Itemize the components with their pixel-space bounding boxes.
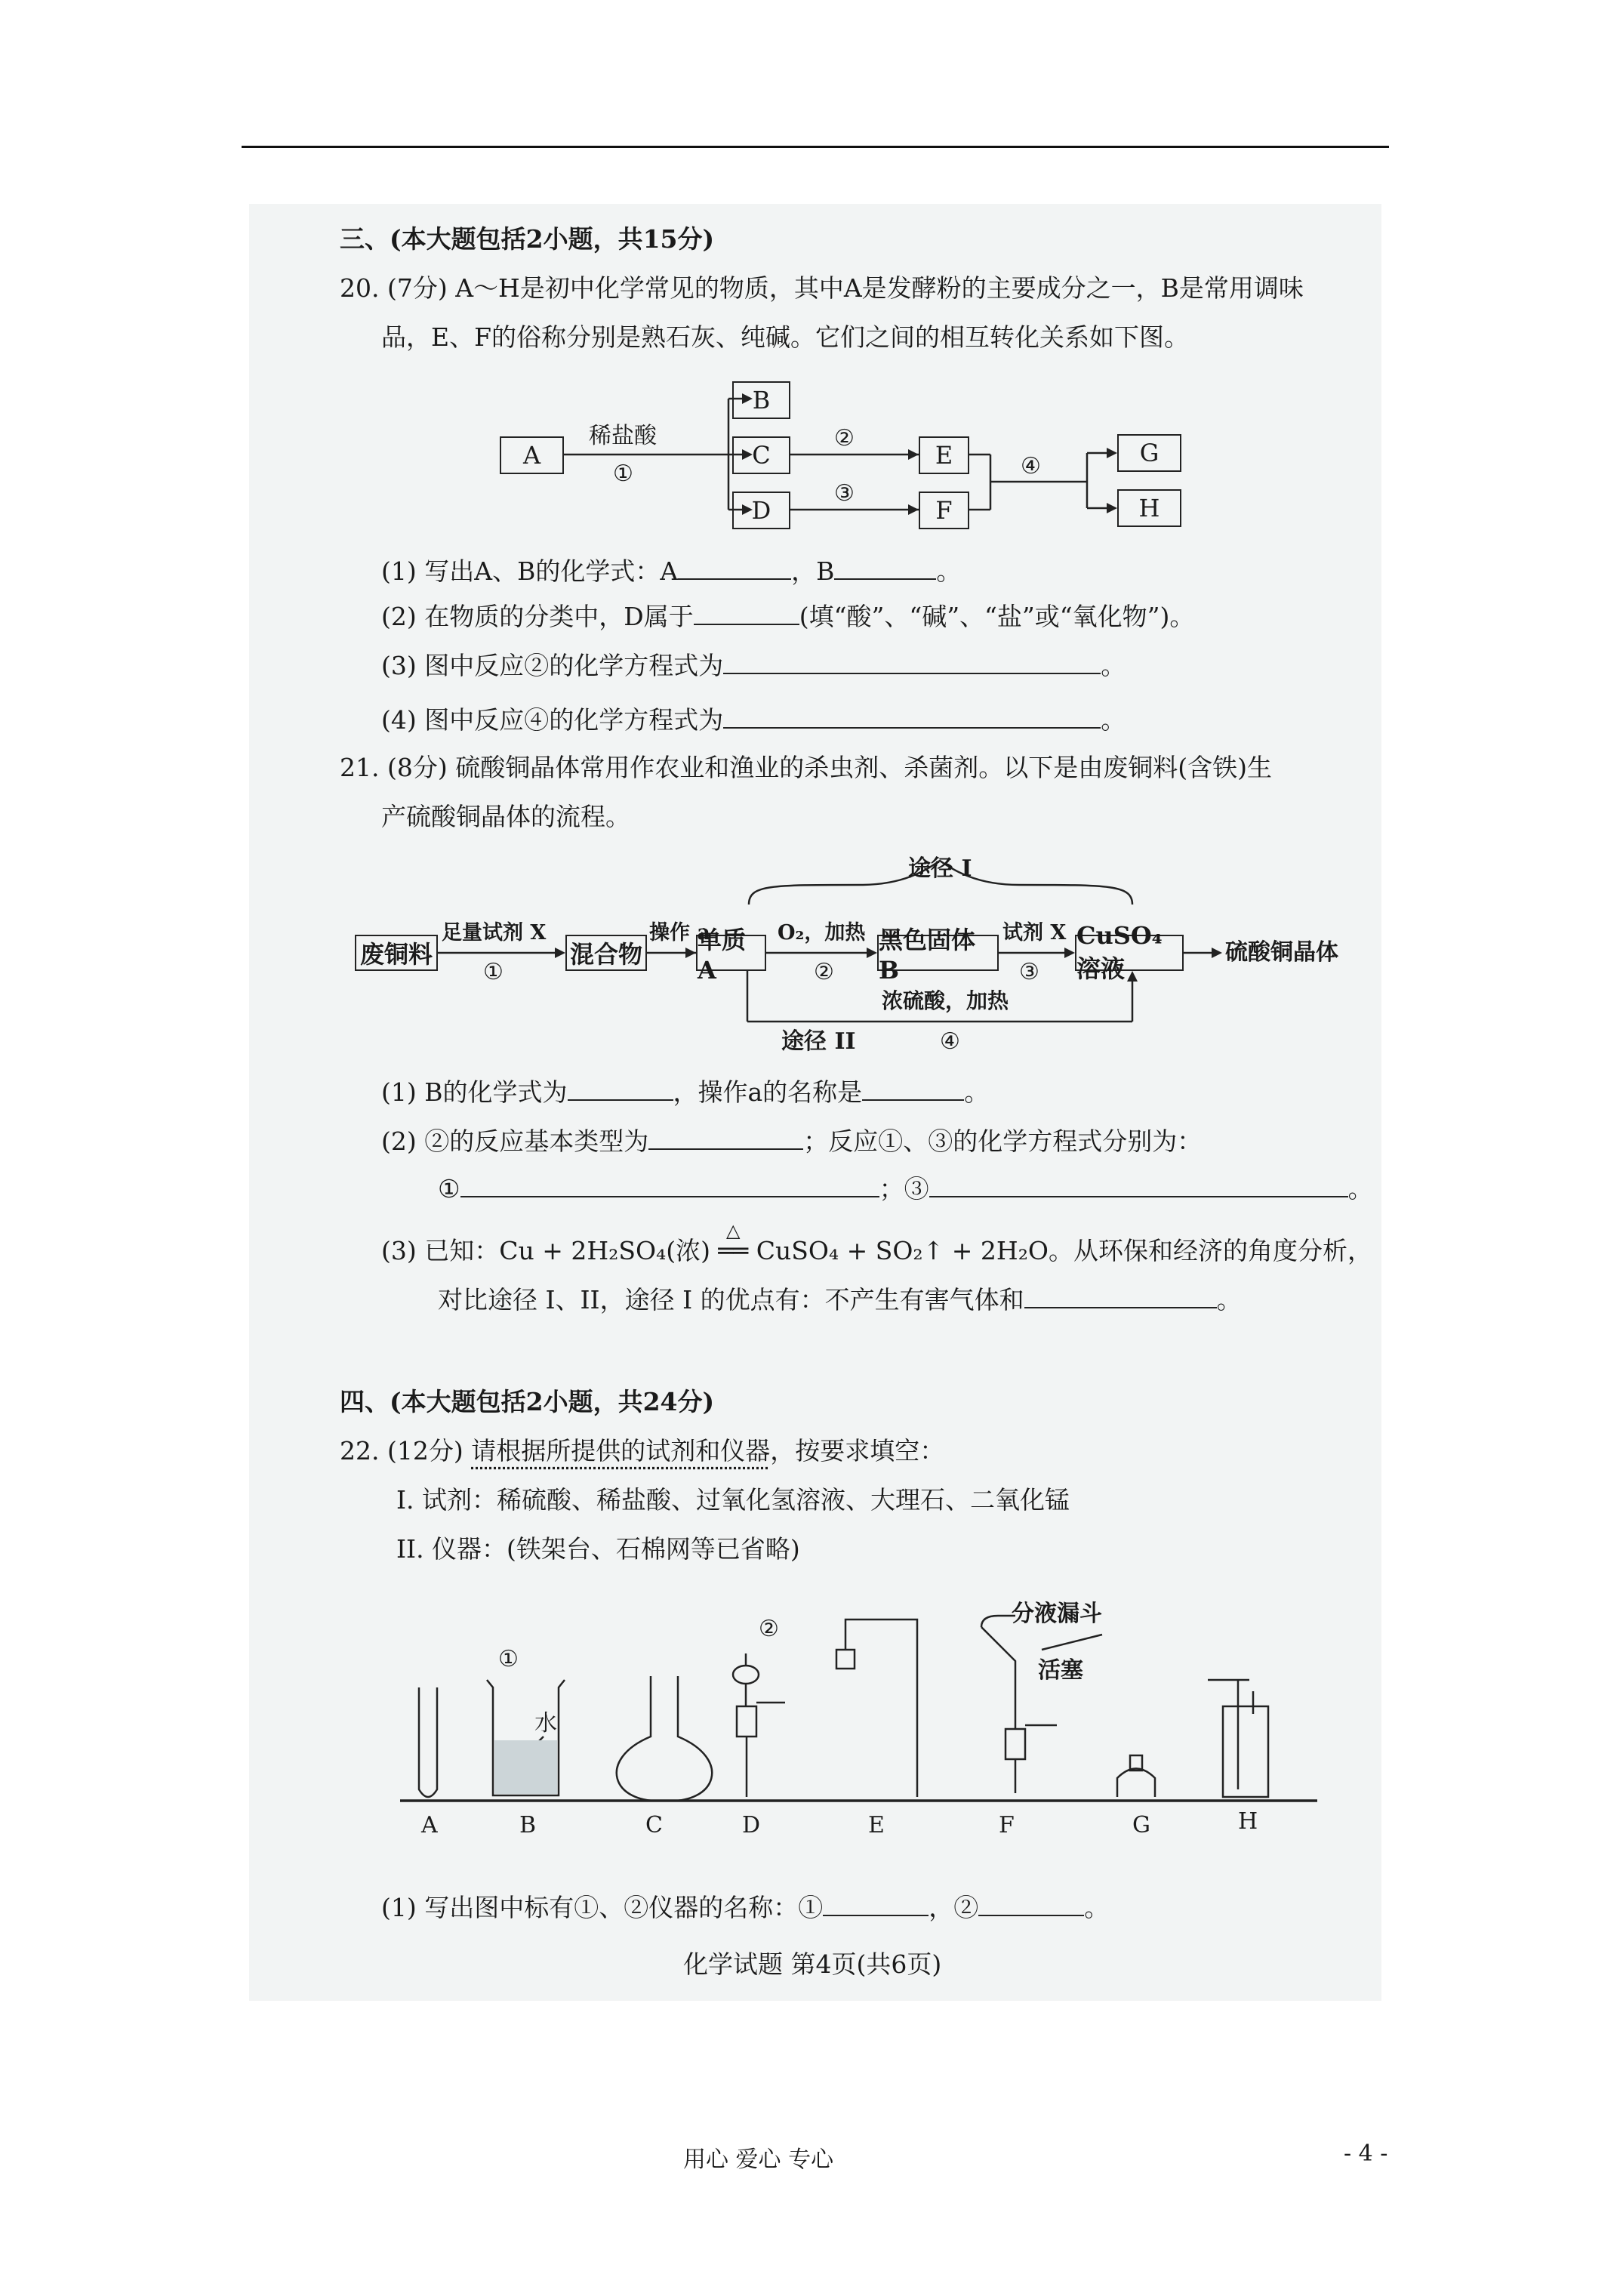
node-B: B xyxy=(732,381,790,419)
q20-sub4: (4) 图中反应④的化学方程式为 。 xyxy=(381,705,1126,735)
apparatus-label-D: D xyxy=(742,1812,761,1838)
node-E: E xyxy=(919,436,969,474)
q22-reagents: I. 试剂：稀硫酸、稀盐酸、过氧化氢溶液、大理石、二氧化锰 xyxy=(396,1485,1070,1515)
section4-heading: 四、(本大题包括2小题，共24分) xyxy=(340,1387,715,1416)
edge-step3-label: ③ xyxy=(834,480,855,507)
node-C: C xyxy=(732,436,790,474)
q22-instruments: II. 仪器：(铁架台、石棉网等已省略) xyxy=(396,1534,800,1564)
node-D: D xyxy=(732,492,790,529)
flow-node-scrap-copper: 废铜料 xyxy=(355,935,438,971)
q22-sub1: (1) 写出图中标有①、②仪器的名称：① ，② 。 xyxy=(381,1893,1110,1922)
apparatus-label-A: A xyxy=(421,1812,438,1838)
edge-step4-label: ④ xyxy=(1021,453,1041,479)
q21-sub2: (2) ②的反应基本类型为 ；反应①、③的化学方程式分别为： xyxy=(381,1126,1203,1156)
apparatus-label-B: B xyxy=(519,1812,537,1838)
apparatus-label-H: H xyxy=(1238,1808,1258,1835)
node-F: F xyxy=(919,492,969,529)
inner-page-footer: 化学试题 第4页(共6页) xyxy=(683,1949,942,1979)
edge5-condition: 浓硫酸，加热 xyxy=(882,988,1009,1013)
stopcock-label: 活塞 xyxy=(1038,1657,1083,1684)
section3-heading: 三、(本大题包括2小题，共15分) xyxy=(340,224,715,254)
node-A: A xyxy=(500,436,564,474)
edge1-number: ① xyxy=(483,959,504,985)
edge-step2-label: ② xyxy=(834,425,855,451)
q21-sub3-line1: (3) 已知：Cu + 2H₂SO₄(浓) ══ CuSO₄ + SO₂↑ + 2H₂O。从环保和经济的角度分析， xyxy=(381,1236,1372,1265)
edge1-reagent: 足量试剂 X xyxy=(442,921,547,945)
flow-node-crystal: 硫酸铜晶体 xyxy=(1225,939,1338,966)
answer-blank[interactable] xyxy=(978,1892,1084,1916)
q21-line1: 21. (8分) 硫酸铜晶体常用作农业和渔业的杀虫剂、杀菌剂。以下是由废铜料(含铁)生 xyxy=(340,753,1272,782)
q21-line2: 产硫酸铜晶体的流程。 xyxy=(381,802,630,831)
footer-page-number: - 4 - xyxy=(1344,2140,1388,2167)
edge3-condition: O₂，加热 xyxy=(778,921,866,945)
flow-node-cuso4-solution: CuSO₄溶液 xyxy=(1075,935,1184,971)
q20-sub3: (3) 图中反应②的化学方程式为 。 xyxy=(381,651,1126,680)
q20-sub1: (1) 写出A、B的化学式：A ，B 。 xyxy=(381,556,962,586)
q21-sub3-line2: 对比途径 I、II，途径 I 的优点有：不产生有害气体和 。 xyxy=(438,1285,1242,1314)
q20-line2: 品，E、F的俗称分别是熟石灰、纯碱。它们之间的相互转化关系如下图。 xyxy=(381,322,1189,352)
edge2-operation: 操作 a xyxy=(649,921,710,945)
q20-line1: 20. (7分) A～H是初中化学常见的物质，其中A是发酵粉的主要成分之一，B是常用调味 xyxy=(340,273,1304,303)
flow-node-mixture: 混合物 xyxy=(565,935,647,971)
node-G: G xyxy=(1117,434,1181,472)
q22-line1: 22. (12分) 请根据所提供的试剂和仪器，按要求填空： xyxy=(340,1436,945,1465)
q20-sub2: (2) 在物质的分类中，D属于 (填“酸”、“碱”、“盐”或“氧化物”)。 xyxy=(381,602,1195,631)
apparatus-label-C: C xyxy=(645,1812,663,1838)
callout-2: ② xyxy=(759,1616,779,1642)
path1-label: 途径 I xyxy=(908,855,972,882)
edge5-number: ④ xyxy=(940,1028,960,1055)
path2-label: 途径 II xyxy=(781,1028,856,1055)
answer-blank[interactable] xyxy=(823,1892,929,1916)
apparatus-label-F: F xyxy=(999,1812,1015,1838)
edge4-number: ③ xyxy=(1019,959,1039,985)
q21-sub2-equations: ① ；③ 。 xyxy=(438,1174,1373,1203)
water-label: 水 xyxy=(534,1710,557,1737)
apparatus-label-E: E xyxy=(868,1812,885,1838)
separatory-funnel-label: 分液漏斗 xyxy=(1012,1601,1102,1627)
flow-node-black-solid-B: 黑色固体 B xyxy=(877,935,999,971)
edge-step1-label: ① xyxy=(613,461,633,487)
footer-motto: 用心 爱心 专心 xyxy=(683,2147,834,2173)
node-H: H xyxy=(1117,489,1181,527)
heating-delta-symbol: △ xyxy=(726,1220,741,1241)
q21-sub1: (1) B的化学式为 ，操作a的名称是 。 xyxy=(381,1077,990,1107)
edge4-reagent: 试剂 X xyxy=(1002,921,1067,945)
callout-1: ① xyxy=(498,1646,519,1672)
edge-reagent-label: 稀盐酸 xyxy=(589,423,657,449)
apparatus-label-G: G xyxy=(1132,1812,1150,1838)
edge3-number: ② xyxy=(814,959,834,985)
flow-node-element-A: 单质 A xyxy=(696,935,766,971)
